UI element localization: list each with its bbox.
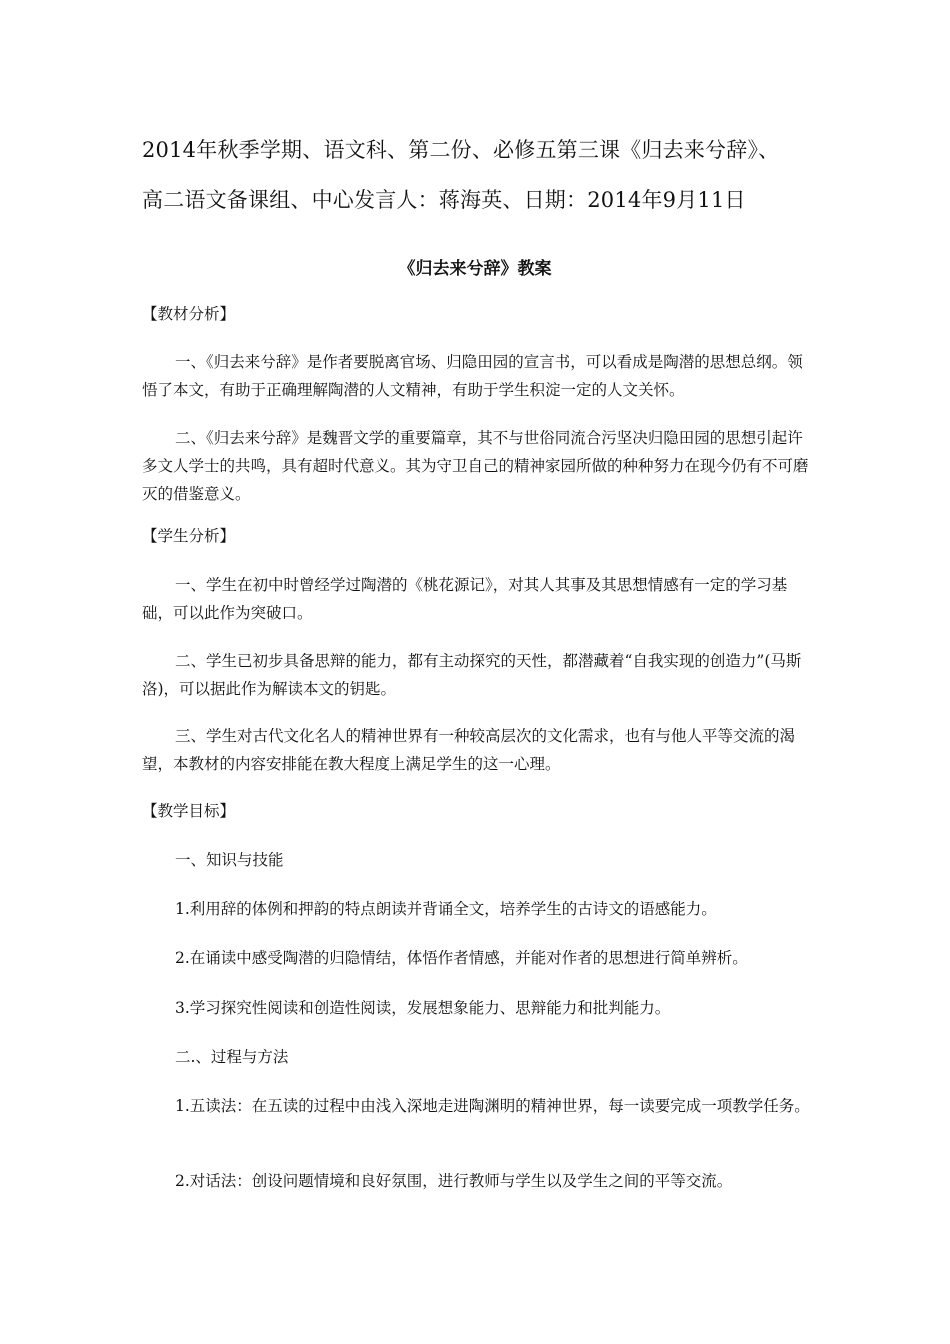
material-paragraph-2: 二、《归去来兮辞》是魏晋文学的重要篇章，其不与世俗同流合污坚决归隐田园的思想引起许多文人学士的共鸣，具有超时代意义。其为守卫自己的精神家园所做的种种努力在现今仍有不可磨灭的借鉴意义。 — [142, 429, 809, 503]
goal-item-2-2: 2.对话法：创设问题情境和良好氛围，进行教师与学生以及学生之间的平等交流。 — [175, 1172, 733, 1190]
goal-subheading-process: 二.、过程与方法 — [175, 1048, 289, 1066]
goal-item-1-1: 1.利用辞的体例和押韵的特点朗读并背诵全文，培养学生的古诗文的语感能力。 — [175, 900, 717, 918]
student-paragraph-3: 三、学生对古代文化名人的精神世界有一种较高层次的文化需求，也有与他人平等交流的渴望，本教材的内容安排能在教大程度上满足学生的这一心理。 — [142, 727, 796, 773]
student-paragraph-2: 二、学生已初步具备思辩的能力，都有主动探究的天性，都潜藏着“自我实现的创造力”(马斯洛)，可以据此作为解读本文的钥匙。 — [142, 652, 802, 698]
goal-item-2-1: 1.五读法：在五读的过程中由浅入深地走进陶渊明的精神世界，每一读要完成一项教学任务。 — [175, 1097, 810, 1115]
header-line-1: 2014年秋季学期、语文科、第二份、必修五第三课《归去来兮辞》、 — [142, 138, 780, 162]
student-paragraph-1: 一、学生在初中时曾经学过陶潜的《桃花源记》，对其人其事及其思想情感有一定的学习基础，可以此作为突破口。 — [142, 576, 788, 622]
document-title: 《归去来兮辞》教案 — [398, 259, 552, 279]
material-paragraph-1: 一、《归去来兮辞》是作者要脱离官场、归隐田园的宣言书，可以看成是陶潜的思想总纲。领悟了本文，有助于正确理解陶潜的人文精神，有助于学生积淀一定的人文关怀。 — [142, 353, 803, 399]
section-heading-goals: 【教学目标】 — [142, 802, 236, 820]
goal-item-1-3: 3.学习探究性阅读和创造性阅读，发展想象能力、思辩能力和批判能力。 — [175, 999, 671, 1017]
section-heading-student: 【学生分析】 — [142, 527, 236, 545]
goal-subheading-knowledge: 一、知识与技能 — [175, 851, 284, 869]
header-line-2: 高二语文备课组、中心发言人：蒋海英、日期：2014年9月11日 — [142, 188, 746, 212]
section-heading-material: 【教材分析】 — [142, 305, 236, 323]
goal-item-1-2: 2.在诵读中感受陶潜的归隐情结，体悟作者情感，并能对作者的思想进行简单辨析。 — [175, 949, 748, 967]
